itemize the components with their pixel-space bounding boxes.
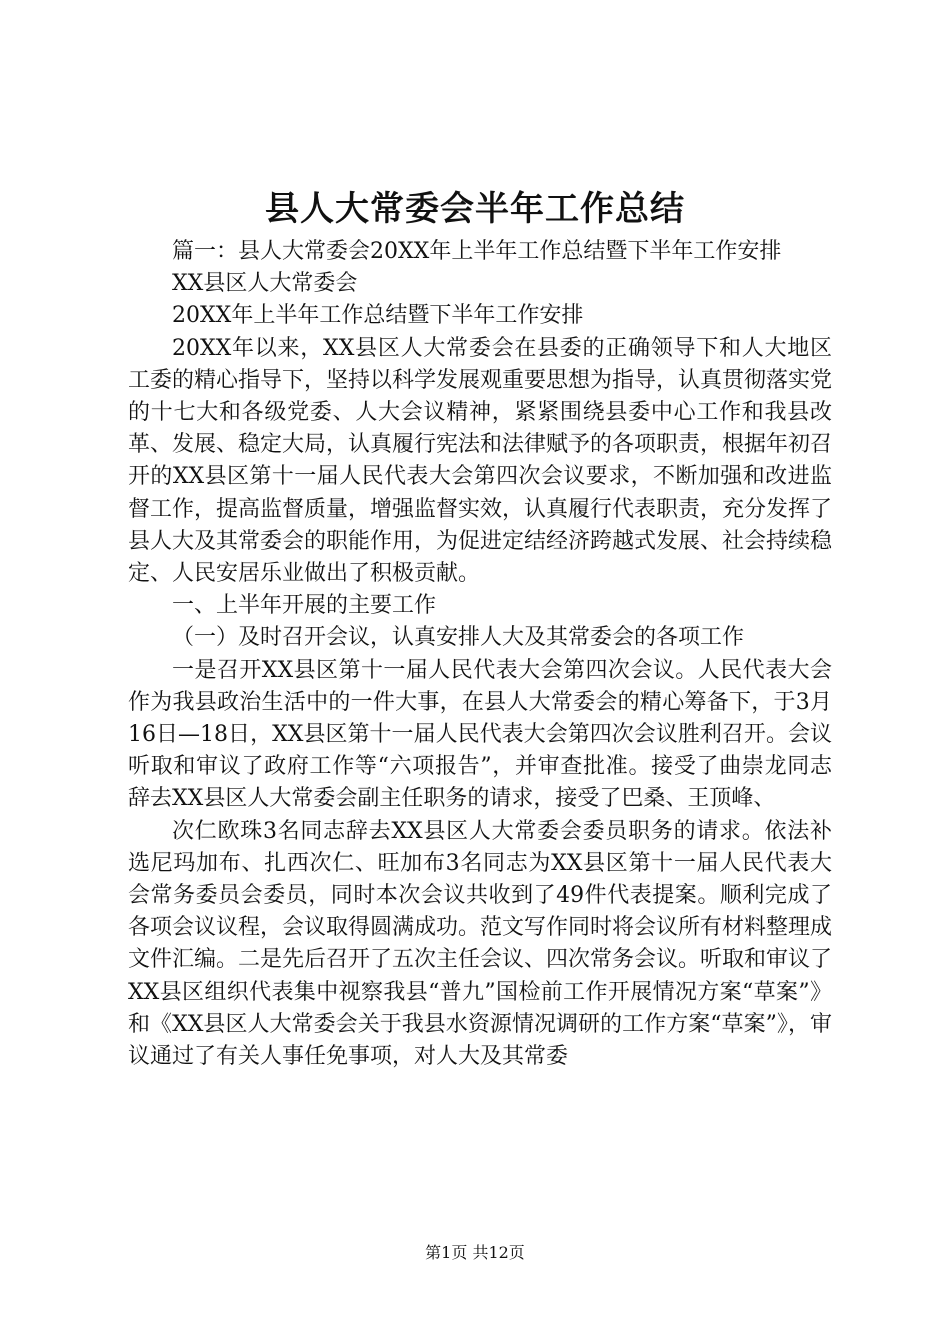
paragraph-report-subtitle: 20XX年上半年工作总结暨下半年工作安排 bbox=[172, 303, 584, 329]
page-number-footer: 第1页 共12页 bbox=[425, 1243, 525, 1262]
paragraph-meeting-two: 次仁欧珠3名同志辞去XX县区人大常委会委员职务的请求。依法补选尼玛加布、扎西次仁、旺加布3名同志为XX县区第十一届人民代表大会常务委员会委员，同时本次会议共收到了49件代表提案。顺利完成了各项会议议程，会议取得圆满成功。范文写作同时将会议所有材料整理成文件汇编。二是先后召开了五次主任会议、四次常务会议。听取和审议了XX县区组织代表集中视察我县“普九”国检前工作开展情况方案“草案”》和《XX县区人大常委会关于我县水资源情况调研的工作方案“草案”》，审议通过了有关人事任免事项，对人大及其常委 bbox=[128, 818, 833, 1070]
document-title: 县人大常委会半年工作总结 bbox=[265, 189, 685, 229]
paragraph-chapter-heading: 篇一：县人大常委会20XX年上半年工作总结暨下半年工作安排 bbox=[172, 239, 782, 264]
paragraph-meeting-one: 一是召开XX县区第十一届人民代表大会第四次会议。人民代表大会作为我县政治生活中的一件大事，在县人大常委会的精心筹备下，于3月16日—18日，XX县区第十一届人民代表大会第四次会议胜利召开。会议听取和审议了政府工作等“六项报告”，并审查批准。接受了曲崇龙同志辞去XX县区人大常委会副主任职务的请求，接受了巴桑、王顶峰、 bbox=[128, 657, 832, 812]
paragraph-intro: 20XX年以来，XX县区人大常委会在县委的正确领导下和人大地区工委的精心指导下，坚持以科学发展观重要思想为指导，认真贯彻落实党的十七大和各级党委、人大会议精神，紧紧围绕县委中心工作和我县改革、发展、稳定大局，认真履行宪法和法律赋予的各项职责，根据年初召开的XX县区第十一届人民代表大会第四次会议要求，不断加强和改进监督工作，提高监督质量，增强监督实效，认真履行代表职责，充分发挥了县人大及其常委会的职能作用，为促进定结经济跨越式发展、社会持续稳定、人民安居乐业做出了积极贡献。 bbox=[128, 335, 833, 587]
document-body bbox=[128, 236, 832, 1073]
subsection-heading: （一）及时召开会议，认真安排人大及其常委会的各项工作 bbox=[172, 625, 745, 651]
paragraph-org-name: XX县区人大常委会 bbox=[172, 271, 358, 297]
section-heading: 一、上半年开展的主要工作 bbox=[172, 593, 437, 619]
